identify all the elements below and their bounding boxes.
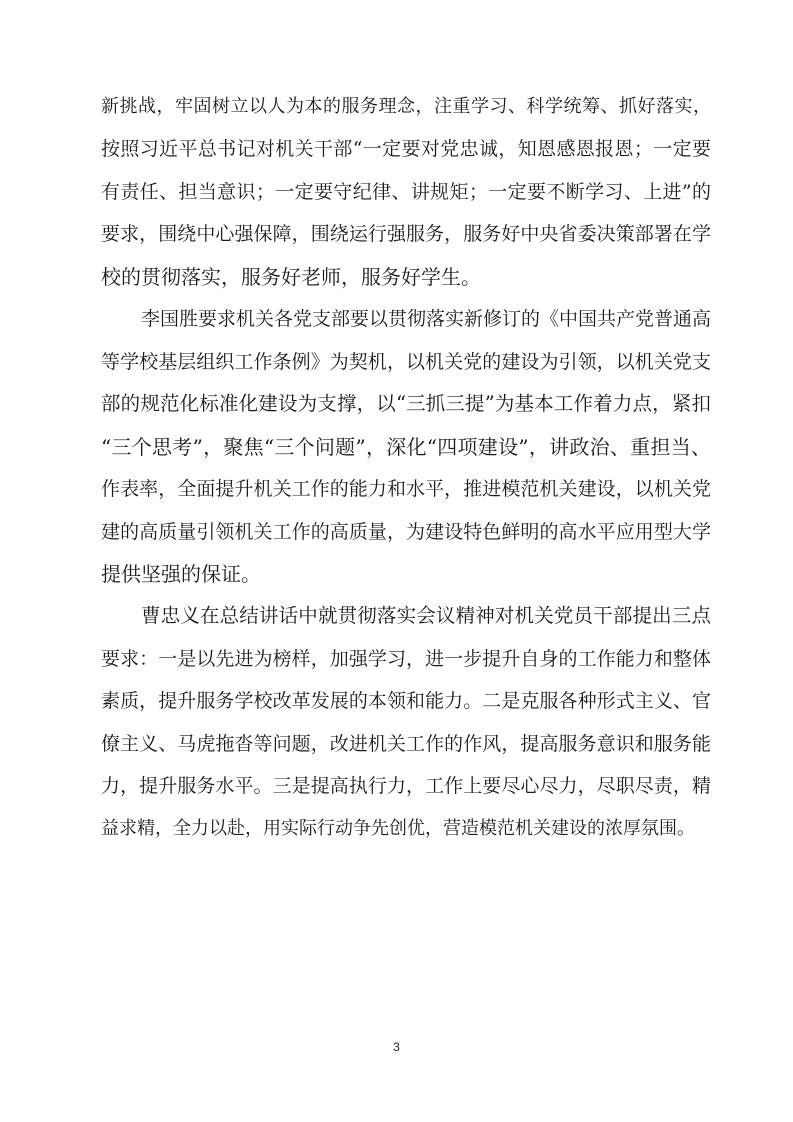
paragraph-line: 部的规范化标准化建设为支撑，以“三抓三提”为基本工作着力点，紧扣 <box>101 392 711 415</box>
paragraph-line: 提供坚强的保证。 <box>101 562 261 586</box>
paragraph-line: 有责任、担当意识；一定要守纪律、讲规矩；一定要不断学习、上进”的 <box>101 181 711 203</box>
page-number: 3 <box>393 1040 400 1054</box>
paragraph-line: 益求精，全力以赴，用实际行动争先创优，营造模范机关建设的浓厚氛围。 <box>101 818 695 839</box>
paragraph-line: 要求，围绕中心强保障，围绕运行强服务，服务好中央省委决策部署在学 <box>101 223 711 245</box>
paragraph-line: 素质，提升服务学校改革发展的本领和能力。二是克服各种形式主义、官 <box>101 690 711 712</box>
paragraph-line: 建的高质量引领机关工作的高质量，为建设特色鲜明的高水平应用型大学 <box>101 521 711 543</box>
paragraph-line: 等学校基层组织工作条例》为契机，以机关党的建设为引领，以机关党支 <box>101 351 711 373</box>
paragraph-line: 力，提升服务水平。三是提高执行力，工作上要尽心尽力，尽职尽责，精 <box>101 775 711 797</box>
paragraph-line: 作表率，全面提升机关工作的能力和水平，推进模范机关建设，以机关党 <box>101 478 711 500</box>
paragraph-line: 僚主义、马虎拖沓等问题，改进机关工作的作风，提高服务意识和服务能 <box>101 733 711 755</box>
paragraph-line: 校的贯彻落实，服务好老师，服务好学生。 <box>101 265 481 289</box>
paragraph-line: 新挑战，牢固树立以人为本的服务理念，注重学习、科学统筹、抓好落实， <box>101 96 711 117</box>
paragraph-line: 按照习近平总书记对机关干部“一定要对党忠诚，知恩感恩报恩；一定要 <box>101 138 711 160</box>
paragraph-line: 曹忠义在总结讲话中就贯彻落实会议精神对机关党员干部提出三点 <box>141 604 711 627</box>
paragraph-line: 要求：一是以先进为榜样，加强学习，进一步提升自身的工作能力和整体 <box>101 648 711 670</box>
paragraph-line: “三个思考”，聚焦“三个问题”，深化“四项建设”，讲政治、重担当、 <box>101 435 711 459</box>
paragraph-line: 李国胜要求机关各党支部要以贯彻落实新修订的《中国共产党普通高 <box>141 308 712 330</box>
